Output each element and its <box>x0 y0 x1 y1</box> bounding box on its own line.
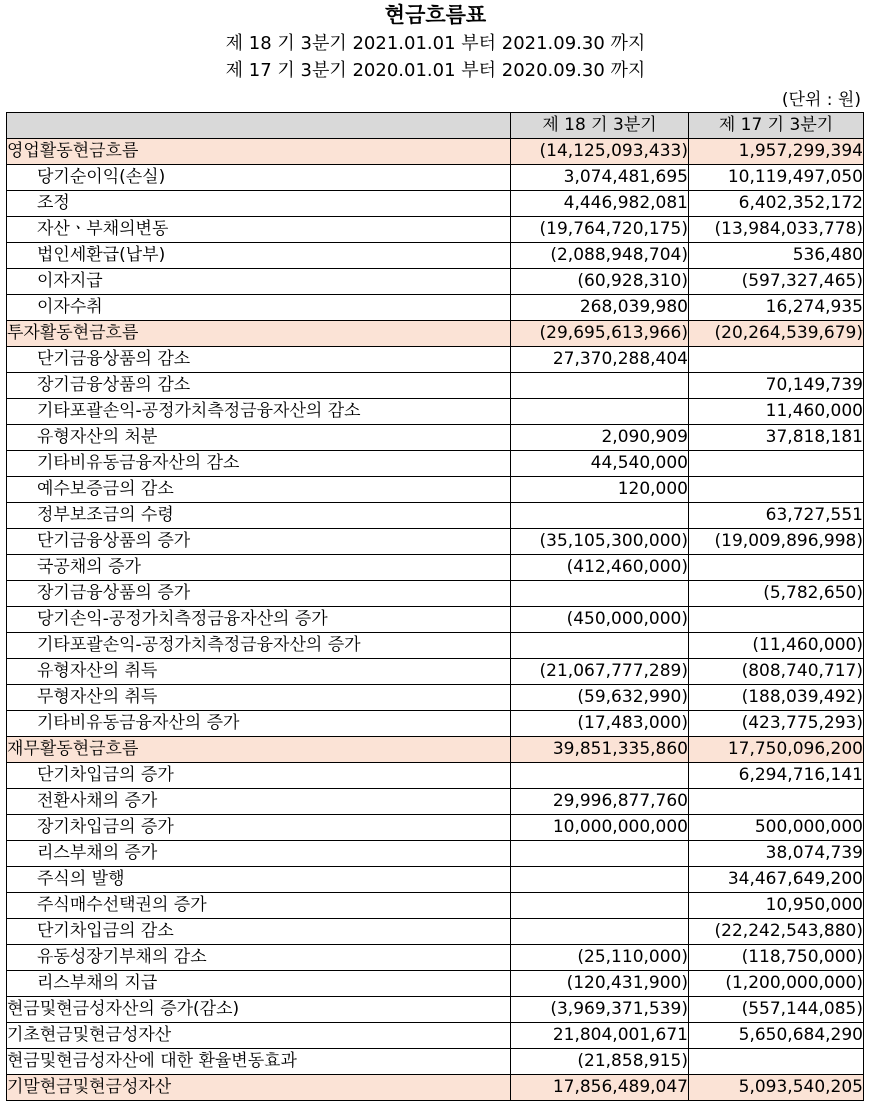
row-label: 정부보조금의 수령 <box>7 503 511 529</box>
table-row <box>7 659 864 685</box>
row-label: 유형자산의 취득 <box>7 659 511 685</box>
prior-period-value: 63,727,551 <box>689 503 864 529</box>
table-row <box>7 789 864 815</box>
row-label: 기타포괄손익-공정가치측정금융자산의 감소 <box>7 399 511 425</box>
row-label: 장기금융상품의 감소 <box>7 373 511 399</box>
current-period-value: 44,540,000 <box>511 451 689 477</box>
table-row <box>7 347 864 373</box>
current-period-value: (412,460,000) <box>511 555 689 581</box>
current-period-value: (59,632,990) <box>511 685 689 711</box>
row-label: 현금및현금성자산에 대한 환율변동효과 <box>7 1049 511 1075</box>
table-row <box>7 1049 864 1075</box>
row-label: 주식의 발행 <box>7 867 511 893</box>
current-period-value: (450,000,000) <box>511 607 689 633</box>
current-period-value: 21,804,001,671 <box>511 1023 689 1049</box>
prior-period-value: 16,274,935 <box>689 295 864 321</box>
current-period-value: (60,928,310) <box>511 269 689 295</box>
table-row <box>7 919 864 945</box>
current-period-value: (17,483,000) <box>511 711 689 737</box>
current-period-value <box>511 503 689 529</box>
prior-period-value: 5,093,540,205 <box>689 1075 864 1101</box>
table-body <box>7 139 864 1101</box>
row-label: 재무활동현금흐름 <box>7 737 511 763</box>
table-row <box>7 997 864 1023</box>
prior-period-value: 6,402,352,172 <box>689 191 864 217</box>
current-period-value: (21,067,777,289) <box>511 659 689 685</box>
row-label: 유형자산의 처분 <box>7 425 511 451</box>
row-label: 기타포괄손익-공정가치측정금융자산의 증가 <box>7 633 511 659</box>
row-label: 리스부채의 지급 <box>7 971 511 997</box>
row-label: 당기순이익(손실) <box>7 165 511 191</box>
table-row <box>7 1023 864 1049</box>
row-label: 단기차입금의 감소 <box>7 919 511 945</box>
prior-period-value: (19,009,896,998) <box>689 529 864 555</box>
row-label: 이자지급 <box>7 269 511 295</box>
table-row <box>7 477 864 503</box>
current-period-value: (2,088,948,704) <box>511 243 689 269</box>
section-row <box>7 139 864 165</box>
current-period-value <box>511 867 689 893</box>
prior-period-value: (118,750,000) <box>689 945 864 971</box>
prior-period-value: (423,775,293) <box>689 711 864 737</box>
table-row <box>7 295 864 321</box>
table-row <box>7 555 864 581</box>
row-label: 기타비유동금융자산의 증가 <box>7 711 511 737</box>
row-label: 조정 <box>7 191 511 217</box>
prior-period-value <box>689 607 864 633</box>
table-row <box>7 971 864 997</box>
prior-period-value: 38,074,739 <box>689 841 864 867</box>
table-row <box>7 711 864 737</box>
prior-period-value: 10,119,497,050 <box>689 165 864 191</box>
section-row <box>7 737 864 763</box>
current-period-value: 10,000,000,000 <box>511 815 689 841</box>
header-row <box>7 113 864 139</box>
current-period-value <box>511 841 689 867</box>
prior-period-value: 11,460,000 <box>689 399 864 425</box>
unit-label: (단위 : 원) <box>781 90 861 110</box>
prior-period-value: (20,264,539,679) <box>689 321 864 347</box>
row-label: 당기손익-공정가치측정금융자산의 증가 <box>7 607 511 633</box>
row-label: 단기금융상품의 감소 <box>7 347 511 373</box>
prior-period-value: 5,650,684,290 <box>689 1023 864 1049</box>
prior-period-value: (188,039,492) <box>689 685 864 711</box>
table-row <box>7 893 864 919</box>
prior-period-value: (597,327,465) <box>689 269 864 295</box>
section-row <box>7 321 864 347</box>
table-row <box>7 945 864 971</box>
table-row <box>7 399 864 425</box>
table-row <box>7 451 864 477</box>
table-row <box>7 581 864 607</box>
section-row <box>7 1075 864 1101</box>
prior-period-value: (1,200,000,000) <box>689 971 864 997</box>
prior-period-value: 6,294,716,141 <box>689 763 864 789</box>
prior-period-value: 536,480 <box>689 243 864 269</box>
row-label: 장기금융상품의 증가 <box>7 581 511 607</box>
table-row <box>7 841 864 867</box>
current-period-value <box>511 763 689 789</box>
prior-period-value: 34,467,649,200 <box>689 867 864 893</box>
table-row <box>7 815 864 841</box>
current-period-value: 120,000 <box>511 477 689 503</box>
current-period-value: 268,039,980 <box>511 295 689 321</box>
header-current-period: 제 18 기 3분기 <box>511 113 689 139</box>
prior-period-value: 10,950,000 <box>689 893 864 919</box>
row-label: 단기금융상품의 증가 <box>7 529 511 555</box>
header-prior-period: 제 17 기 3분기 <box>689 113 864 139</box>
prior-period-value: 17,750,096,200 <box>689 737 864 763</box>
cash-flow-table <box>6 112 864 1101</box>
table-row <box>7 607 864 633</box>
row-label: 전환사채의 증가 <box>7 789 511 815</box>
current-period-value: 39,851,335,860 <box>511 737 689 763</box>
current-period-value <box>511 399 689 425</box>
row-label: 기타비유동금융자산의 감소 <box>7 451 511 477</box>
row-label: 이자수취 <box>7 295 511 321</box>
prior-period-value: 500,000,000 <box>689 815 864 841</box>
row-label: 예수보증금의 감소 <box>7 477 511 503</box>
table-row <box>7 633 864 659</box>
statement-title: 현금흐름표 <box>384 3 487 27</box>
prior-period-value: (557,144,085) <box>689 997 864 1023</box>
row-label: 자산ㆍ부채의변동 <box>7 217 511 243</box>
row-label: 리스부채의 증가 <box>7 841 511 867</box>
prior-period-value: (808,740,717) <box>689 659 864 685</box>
period-prior: 제 17 기 3분기 2020.01.01 부터 2020.09.30 까지 <box>225 60 646 81</box>
table-row <box>7 217 864 243</box>
row-label: 투자활동현금흐름 <box>7 321 511 347</box>
row-label: 법인세환급(납부) <box>7 243 511 269</box>
table-row <box>7 529 864 555</box>
current-period-value: (3,969,371,539) <box>511 997 689 1023</box>
table-row <box>7 243 864 269</box>
prior-period-value: (13,984,033,778) <box>689 217 864 243</box>
prior-period-value <box>689 555 864 581</box>
table-row <box>7 373 864 399</box>
prior-period-value: 37,818,181 <box>689 425 864 451</box>
table-row <box>7 269 864 295</box>
prior-period-value <box>689 347 864 373</box>
row-label: 유동성장기부채의 감소 <box>7 945 511 971</box>
row-label: 무형자산의 취득 <box>7 685 511 711</box>
table-row <box>7 165 864 191</box>
current-period-value <box>511 893 689 919</box>
prior-period-value: (11,460,000) <box>689 633 864 659</box>
current-period-value: 4,446,982,081 <box>511 191 689 217</box>
row-label: 기초현금및현금성자산 <box>7 1023 511 1049</box>
table-row <box>7 191 864 217</box>
row-label: 기말현금및현금성자산 <box>7 1075 511 1101</box>
prior-period-value: (22,242,543,880) <box>689 919 864 945</box>
current-period-value: (14,125,093,433) <box>511 139 689 165</box>
prior-period-value <box>689 1049 864 1075</box>
row-label: 영업활동현금흐름 <box>7 139 511 165</box>
prior-period-value <box>689 451 864 477</box>
row-label: 주식매수선택권의 증가 <box>7 893 511 919</box>
current-period-value <box>511 581 689 607</box>
current-period-value: (21,858,915) <box>511 1049 689 1075</box>
current-period-value: 2,090,909 <box>511 425 689 451</box>
current-period-value: (35,105,300,000) <box>511 529 689 555</box>
table-row <box>7 425 864 451</box>
prior-period-value <box>689 789 864 815</box>
current-period-value: 27,370,288,404 <box>511 347 689 373</box>
current-period-value <box>511 373 689 399</box>
current-period-value: (25,110,000) <box>511 945 689 971</box>
current-period-value: 17,856,489,047 <box>511 1075 689 1101</box>
prior-period-value: 1,957,299,394 <box>689 139 864 165</box>
row-label: 현금및현금성자산의 증가(감소) <box>7 997 511 1023</box>
table-row <box>7 685 864 711</box>
table-row <box>7 763 864 789</box>
current-period-value: 29,996,877,760 <box>511 789 689 815</box>
current-period-value: (29,695,613,966) <box>511 321 689 347</box>
row-label: 장기차입금의 증가 <box>7 815 511 841</box>
current-period-value: (19,764,720,175) <box>511 217 689 243</box>
current-period-value: 3,074,481,695 <box>511 165 689 191</box>
prior-period-value <box>689 477 864 503</box>
table-row <box>7 503 864 529</box>
table-row <box>7 867 864 893</box>
period-current: 제 18 기 3분기 2021.01.01 부터 2021.09.30 까지 <box>225 33 646 54</box>
row-label: 국공채의 증가 <box>7 555 511 581</box>
current-period-value: (120,431,900) <box>511 971 689 997</box>
current-period-value <box>511 919 689 945</box>
prior-period-value: 70,149,739 <box>689 373 864 399</box>
current-period-value <box>511 633 689 659</box>
row-label: 단기차입금의 증가 <box>7 763 511 789</box>
header-label-cell <box>7 113 511 139</box>
prior-period-value: (5,782,650) <box>689 581 864 607</box>
